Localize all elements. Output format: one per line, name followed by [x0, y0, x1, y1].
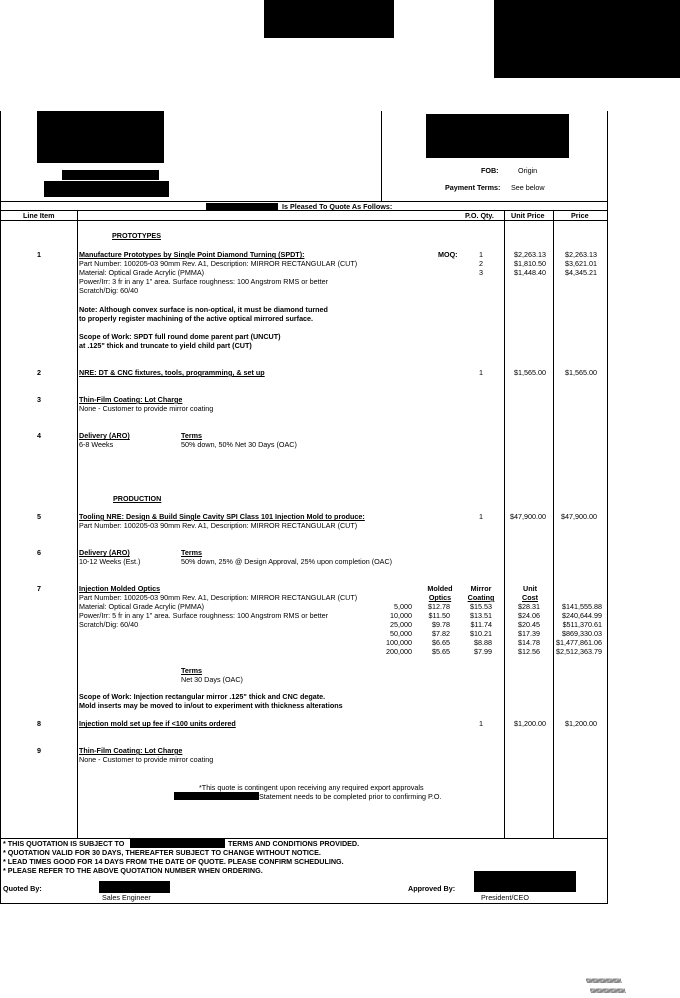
item-1-qty: 3	[479, 268, 483, 277]
item-3-number: 3	[37, 395, 41, 404]
tier-unit: $17.39	[518, 629, 540, 638]
col-unit-price: Unit Price	[511, 211, 545, 220]
col-sep-po-qty	[504, 210, 505, 838]
item-6-number: 6	[37, 548, 41, 557]
item-6-terms-label: Terms	[181, 548, 203, 557]
sales-engineer-title: Sales Engineer	[102, 893, 151, 902]
fob-value: Origin	[518, 166, 538, 175]
item-7-line: Scratch/Dig: 60/40	[79, 620, 139, 629]
tier-qty: 10,000	[390, 611, 412, 620]
item-7-scope: Scope of Work: Injection rectangular mirror .125" thick and CNC degate.	[79, 692, 326, 701]
item-4-terms-label: Terms	[181, 431, 203, 440]
item-8-number: 8	[37, 719, 41, 728]
item-2-title: NRE: DT & CNC fixtures, tools, programming, & set up	[79, 368, 265, 377]
item-8-unit-price: $1,200.00	[514, 719, 546, 728]
quote-intro: Is Pleased To Quote As Follows:	[282, 202, 393, 211]
item-1-qty: 2	[479, 259, 483, 268]
tier-mirror: $15.53	[470, 602, 492, 611]
item-7-col-molded: Optics	[428, 593, 452, 602]
header-divider	[381, 111, 382, 201]
tier-unit: $14.78	[518, 638, 540, 647]
tier-molded: $12.78	[428, 602, 450, 611]
tier-unit: $20.45	[518, 620, 540, 629]
tier-mirror: $11.74	[470, 620, 492, 629]
item-7-line: Material: Optical Grade Acrylic (PMMA)	[79, 602, 205, 611]
item-1-scope: at .125" thick and truncate to yield child part (CUT)	[79, 341, 252, 350]
redaction-quoted-by-name	[99, 881, 170, 893]
col-price: Price	[571, 211, 589, 220]
fob-label: FOB:	[481, 166, 499, 175]
item-7-col-mirror: Coating	[467, 593, 495, 602]
item-7-line: Part Number: 100205-03 90mm Rev. A1, Description: MIRROR RECTANGULAR (CUT)	[79, 593, 358, 602]
item-4-delivery-label: Delivery (ARO)	[79, 431, 130, 440]
item-3-text: None - Customer to provide mirror coating	[79, 404, 214, 413]
section-prototypes: PROTOTYPES	[112, 231, 161, 240]
tier-qty: 200,000	[386, 647, 412, 656]
item-1-qty: 1	[479, 250, 483, 259]
tier-molded: $6.65	[432, 638, 450, 647]
item-1-price: $3,621.01	[565, 259, 597, 268]
item-1-title: Manufacture Prototypes by Single Point Diamond Turning (SPDT):	[79, 250, 305, 259]
redaction-address-1	[62, 170, 159, 180]
frame-left	[0, 111, 1, 903]
col-po-qty: P.O. Qty.	[465, 211, 494, 220]
item-7-number: 7	[37, 584, 41, 593]
frame-bottom	[0, 903, 608, 904]
item-7-col-mirror: Mirror	[470, 584, 492, 593]
footer-terms-1b: TERMS AND CONDITIONS PROVIDED.	[228, 839, 360, 848]
item-2-price: $1,565.00	[565, 368, 597, 377]
export-notice-line-1: *This quote is contingent upon receiving any required export approvals	[199, 783, 424, 792]
item-6-terms-value: 50% down, 25% @ Design Approval, 25% upon completion (OAC)	[181, 557, 393, 566]
item-7-col-molded: Molded	[427, 584, 453, 593]
item-5-text: Part Number: 100205-03 90mm Rev. A1, Description: MIRROR RECTANGULAR (CUT)	[79, 521, 358, 530]
section-production: PRODUCTION	[113, 494, 162, 503]
tier-mirror: $7.99	[474, 647, 492, 656]
item-1-number: 1	[37, 250, 41, 259]
tier-unit: $24.06	[518, 611, 540, 620]
item-1-price: $2,263.13	[565, 250, 597, 259]
item-1-unit-price: $2,263.13	[514, 250, 546, 259]
item-2-qty: 1	[479, 368, 483, 377]
item-1-note: Note: Although convex surface is non-optical, it must be diamond turned	[79, 305, 328, 314]
item-6-delivery-label: Delivery (ARO)	[79, 548, 130, 557]
item-7-col-unit: Unit	[523, 584, 537, 593]
redaction-address-2	[44, 181, 169, 197]
president-title: President/CEO	[481, 893, 529, 902]
item-1-line: Power/Irr: 3 fr in any 1" area. Surface roughness: 100 Angstrom RMS or better	[79, 277, 329, 286]
tier-qty: 25,000	[390, 620, 412, 629]
item-7-col-unit: Cost	[522, 593, 538, 602]
frame-right	[607, 111, 608, 903]
col-line-item: Line Item	[23, 211, 55, 220]
item-4-number: 4	[37, 431, 41, 440]
col-sep-unit-price	[553, 210, 554, 838]
tier-molded: $7.82	[432, 629, 450, 638]
tier-price: $1,477,861.06	[556, 638, 602, 647]
tier-price: $141,555.88	[562, 602, 602, 611]
item-7-scope: Mold inserts may be moved to in/out to experiment with thickness alterations	[79, 701, 343, 710]
item-7-line: Power/Irr: 5 fr in any 1" area. Surface roughness: 100 Angstrom RMS or better	[79, 611, 329, 620]
item-6-delivery-value: 10-12 Weeks (Est.)	[79, 557, 141, 566]
tier-mirror: $13.51	[470, 611, 492, 620]
item-1-unit-price: $1,448.40	[514, 268, 546, 277]
tier-molded: $5.65	[432, 647, 450, 656]
payment-terms-label: Payment Terms:	[445, 183, 501, 192]
corner-mark: \\\\\\\\\\\\\\\\\\\\\\\\\\\\\\	[590, 989, 626, 995]
tier-price: $869,330.03	[562, 629, 602, 638]
redaction-company-name	[206, 203, 278, 210]
item-5-price: $47,900.00	[561, 512, 597, 521]
item-5-title: Tooling NRE: Design & Build Single Cavity SPI Class 101 Injection Mold to produce:	[79, 512, 365, 521]
redaction-approved-by-name	[474, 871, 576, 892]
item-1-line: Part Number: 100205-03 90mm Rev. A1, Description: MIRROR RECTANGULAR (CUT)	[79, 259, 358, 268]
corner-mark: \\\\\\\\\\\\\\\\\\\\\\\\\\\\\\	[586, 979, 622, 985]
redaction-footer-company	[130, 839, 225, 848]
tier-price: $2,512,363.79	[556, 647, 602, 656]
export-notice-line-2: Statement needs to be completed prior to confirming P.O.	[259, 792, 442, 801]
item-1-note: to properly register machining of the active optical mirrored surface.	[79, 314, 314, 323]
redaction-top-right	[494, 0, 680, 78]
item-9-text: None - Customer to provide mirror coating	[79, 755, 214, 764]
footer-terms-3: * LEAD TIMES GOOD FOR 14 DAYS FROM THE DATE OF QUOTE. PLEASE CONFIRM SCHEDULING.	[3, 857, 344, 866]
payment-terms-value: See below	[511, 183, 545, 192]
item-9-number: 9	[37, 746, 41, 755]
redaction-top-center	[264, 0, 394, 38]
quoted-by-label: Quoted By:	[3, 884, 42, 893]
item-4-delivery-value: 6-8 Weeks	[79, 440, 114, 449]
tier-unit: $28.31	[518, 602, 540, 611]
tier-molded: $9.78	[432, 620, 450, 629]
tier-qty: 5,000	[394, 602, 412, 611]
tier-mirror: $10.21	[470, 629, 492, 638]
item-3-title: Thin-Film Coating: Lot Charge	[79, 395, 183, 404]
tier-qty: 50,000	[390, 629, 412, 638]
footer-terms-4: * PLEASE REFER TO THE ABOVE QUOTATION NUMBER WHEN ORDERING.	[3, 866, 263, 875]
tier-mirror: $8.88	[474, 638, 492, 647]
item-1-unit-price: $1,810.50	[514, 259, 546, 268]
item-5-qty: 1	[479, 512, 483, 521]
tier-unit: $12.56	[518, 647, 540, 656]
approved-by-label: Approved By:	[408, 884, 456, 893]
item-7-terms-label: Terms	[181, 666, 203, 675]
item-5-unit-price: $47,900.00	[510, 512, 546, 521]
item-1-scope: Scope of Work: SPDT full round dome parent part (UNCUT)	[79, 332, 281, 341]
tier-molded: $11.50	[428, 611, 450, 620]
tier-price: $511,370.61	[562, 620, 602, 629]
item-4-terms-value: 50% down, 50% Net 30 Days (OAC)	[181, 440, 297, 449]
col-sep-line-item	[77, 210, 78, 838]
item-8-qty: 1	[479, 719, 483, 728]
item-5-number: 5	[37, 512, 41, 521]
redaction-notice	[174, 792, 259, 800]
item-1-line: Scratch/Dig: 60/40	[79, 286, 139, 295]
item-9-title: Thin-Film Coating: Lot Charge	[79, 746, 183, 755]
column-rule	[0, 220, 608, 221]
tier-price: $240,644.99	[562, 611, 602, 620]
footer-terms-2: * QUOTATION VALID FOR 30 DAYS, THEREAFTER SUBJECT TO CHANGE WITHOUT NOTICE.	[3, 848, 321, 857]
redaction-customer-block	[426, 114, 569, 158]
item-1-moq-label: MOQ:	[438, 250, 458, 259]
item-2-number: 2	[37, 368, 41, 377]
tier-qty: 100,000	[386, 638, 412, 647]
item-1-line: Material: Optical Grade Acrylic (PMMA)	[79, 268, 205, 277]
redaction-company-logo	[37, 111, 164, 163]
item-7-title: Injection Molded Optics	[79, 584, 161, 593]
item-1-price: $4,345.21	[565, 268, 597, 277]
item-2-unit-price: $1,565.00	[514, 368, 546, 377]
item-7-terms-value: Net 30 Days (OAC)	[181, 675, 243, 684]
item-8-title: Injection mold set up fee if <100 units ordered	[79, 719, 236, 728]
footer-terms-1a: * THIS QUOTATION IS SUBJECT TO	[3, 839, 125, 848]
item-8-price: $1,200.00	[565, 719, 597, 728]
